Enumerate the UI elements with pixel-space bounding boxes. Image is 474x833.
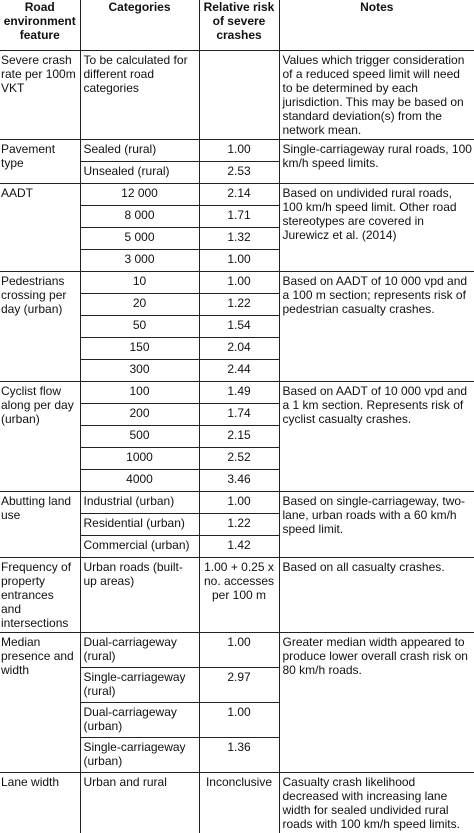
risk-cell: 1.00 + 0.25 x no. accesses per 100 m (199, 558, 279, 633)
risk-cell: 1.49 (199, 382, 279, 404)
table-row (0, 492, 474, 514)
category-cell: 3 000 (80, 250, 199, 272)
category-cell: Dual-carriageway (urban) (80, 703, 199, 738)
risk-cell: 2.52 (199, 448, 279, 470)
notes-cell: Values which trigger consideration of a reduced speed limit will need to be determined by each jurisdiction. This may be based on standard deviation(s) from the network mean. (279, 51, 474, 140)
risk-cell (199, 51, 279, 140)
category-cell: Urban roads (built-up areas) (80, 558, 199, 633)
table-row (0, 558, 474, 633)
risk-cell: 1.71 (199, 206, 279, 228)
table-row (0, 51, 474, 140)
category-cell: 50 (80, 316, 199, 338)
risk-cell: 1.00 (199, 492, 279, 514)
category-cell: Single-carriageway (rural) (80, 668, 199, 703)
risk-cell: 3.46 (199, 470, 279, 492)
category-cell: 4000 (80, 470, 199, 492)
table-row (0, 184, 474, 206)
category-cell: 500 (80, 426, 199, 448)
table-row (0, 633, 474, 668)
risk-cell: 1.00 (199, 272, 279, 294)
category-cell: 5 000 (80, 228, 199, 250)
feature-cell: Median presence and width (0, 633, 80, 773)
category-cell: Unsealed (rural) (80, 162, 199, 184)
category-cell: Sealed (rural) (80, 140, 199, 162)
risk-cell: 2.04 (199, 338, 279, 360)
risk-cell: 1.00 (199, 140, 279, 162)
category-cell: Commercial (urban) (80, 536, 199, 558)
feature-cell: Severe crash rate per 100m VKT (0, 51, 80, 140)
risk-cell: 1.00 (199, 703, 279, 738)
table-row (0, 382, 474, 404)
risk-cell: 1.54 (199, 316, 279, 338)
notes-cell: Based on AADT of 10 000 vpd and a 1 km section. Represents risk of cyclist casualty crashes. (279, 382, 474, 492)
notes-cell: Single-carriageway rural roads, 100 km/h speed limits. (279, 140, 474, 184)
notes-cell: Based on single-carriageway, two-lane, urban roads with a 60 km/h speed limit. (279, 492, 474, 558)
table-body (0, 51, 474, 833)
table-row (0, 140, 474, 162)
risk-cell: 1.00 (199, 250, 279, 272)
risk-cell: 2.97 (199, 668, 279, 703)
category-cell: To be calculated for different road categories (80, 51, 199, 140)
risk-cell: 2.44 (199, 360, 279, 382)
category-cell: 1000 (80, 448, 199, 470)
category-cell: Single-carriageway (urban) (80, 738, 199, 773)
category-cell: 8 000 (80, 206, 199, 228)
feature-cell: Frequency of property entrances and intersections (0, 558, 80, 633)
category-cell: Urban and rural (80, 773, 199, 833)
category-cell: Industrial (urban) (80, 492, 199, 514)
header-categories: Categories (80, 0, 199, 51)
feature-cell: AADT (0, 184, 80, 272)
category-cell: 150 (80, 338, 199, 360)
table-row (0, 272, 474, 294)
notes-cell: Based on all casualty crashes. (279, 558, 474, 633)
risk-cell: 1.22 (199, 294, 279, 316)
table-row (0, 773, 474, 833)
feature-cell: Abutting land use (0, 492, 80, 558)
feature-cell: Cyclist flow along per day (urban) (0, 382, 80, 492)
risk-cell: 1.74 (199, 404, 279, 426)
risk-cell: 1.00 (199, 633, 279, 668)
header-notes: Notes (279, 0, 474, 51)
category-cell: 12 000 (80, 184, 199, 206)
category-cell: 300 (80, 360, 199, 382)
notes-cell: Based on undivided rural roads, 100 km/h speed limit. Other road stereotypes are covered in Jurewicz et al. (2014) (279, 184, 474, 272)
risk-cell: 2.15 (199, 426, 279, 448)
notes-cell: Based on AADT of 10 000 vpd and a 100 m section; represents risk of pedestrian casualty crashes. (279, 272, 474, 382)
notes-cell: Casualty crash likelihood decreased with increasing lane width for sealed undivided rural roads with 100 km/h speed limits. (279, 773, 474, 833)
header-row (0, 0, 474, 51)
risk-cell: 1.22 (199, 514, 279, 536)
feature-cell: Pedestrians crossing per day (urban) (0, 272, 80, 382)
risk-cell: 1.42 (199, 536, 279, 558)
risk-cell: 1.32 (199, 228, 279, 250)
category-cell: 10 (80, 272, 199, 294)
risk-cell: Inconclusive (199, 773, 279, 833)
risk-cell: 2.53 (199, 162, 279, 184)
feature-cell: Lane width (0, 773, 80, 833)
header-risk: Relative risk of severe crashes (199, 0, 279, 51)
category-cell: Dual-carriageway (rural) (80, 633, 199, 668)
category-cell: 100 (80, 382, 199, 404)
risk-cell: 1.36 (199, 738, 279, 773)
category-cell: 200 (80, 404, 199, 426)
header-feature: Road environment feature (0, 0, 80, 51)
notes-cell: Greater median width appeared to produce lower overall crash risk on 80 km/h roads. (279, 633, 474, 773)
category-cell: 20 (80, 294, 199, 316)
risk-cell: 2.14 (199, 184, 279, 206)
feature-cell: Pavement type (0, 140, 80, 184)
category-cell: Residential (urban) (80, 514, 199, 536)
